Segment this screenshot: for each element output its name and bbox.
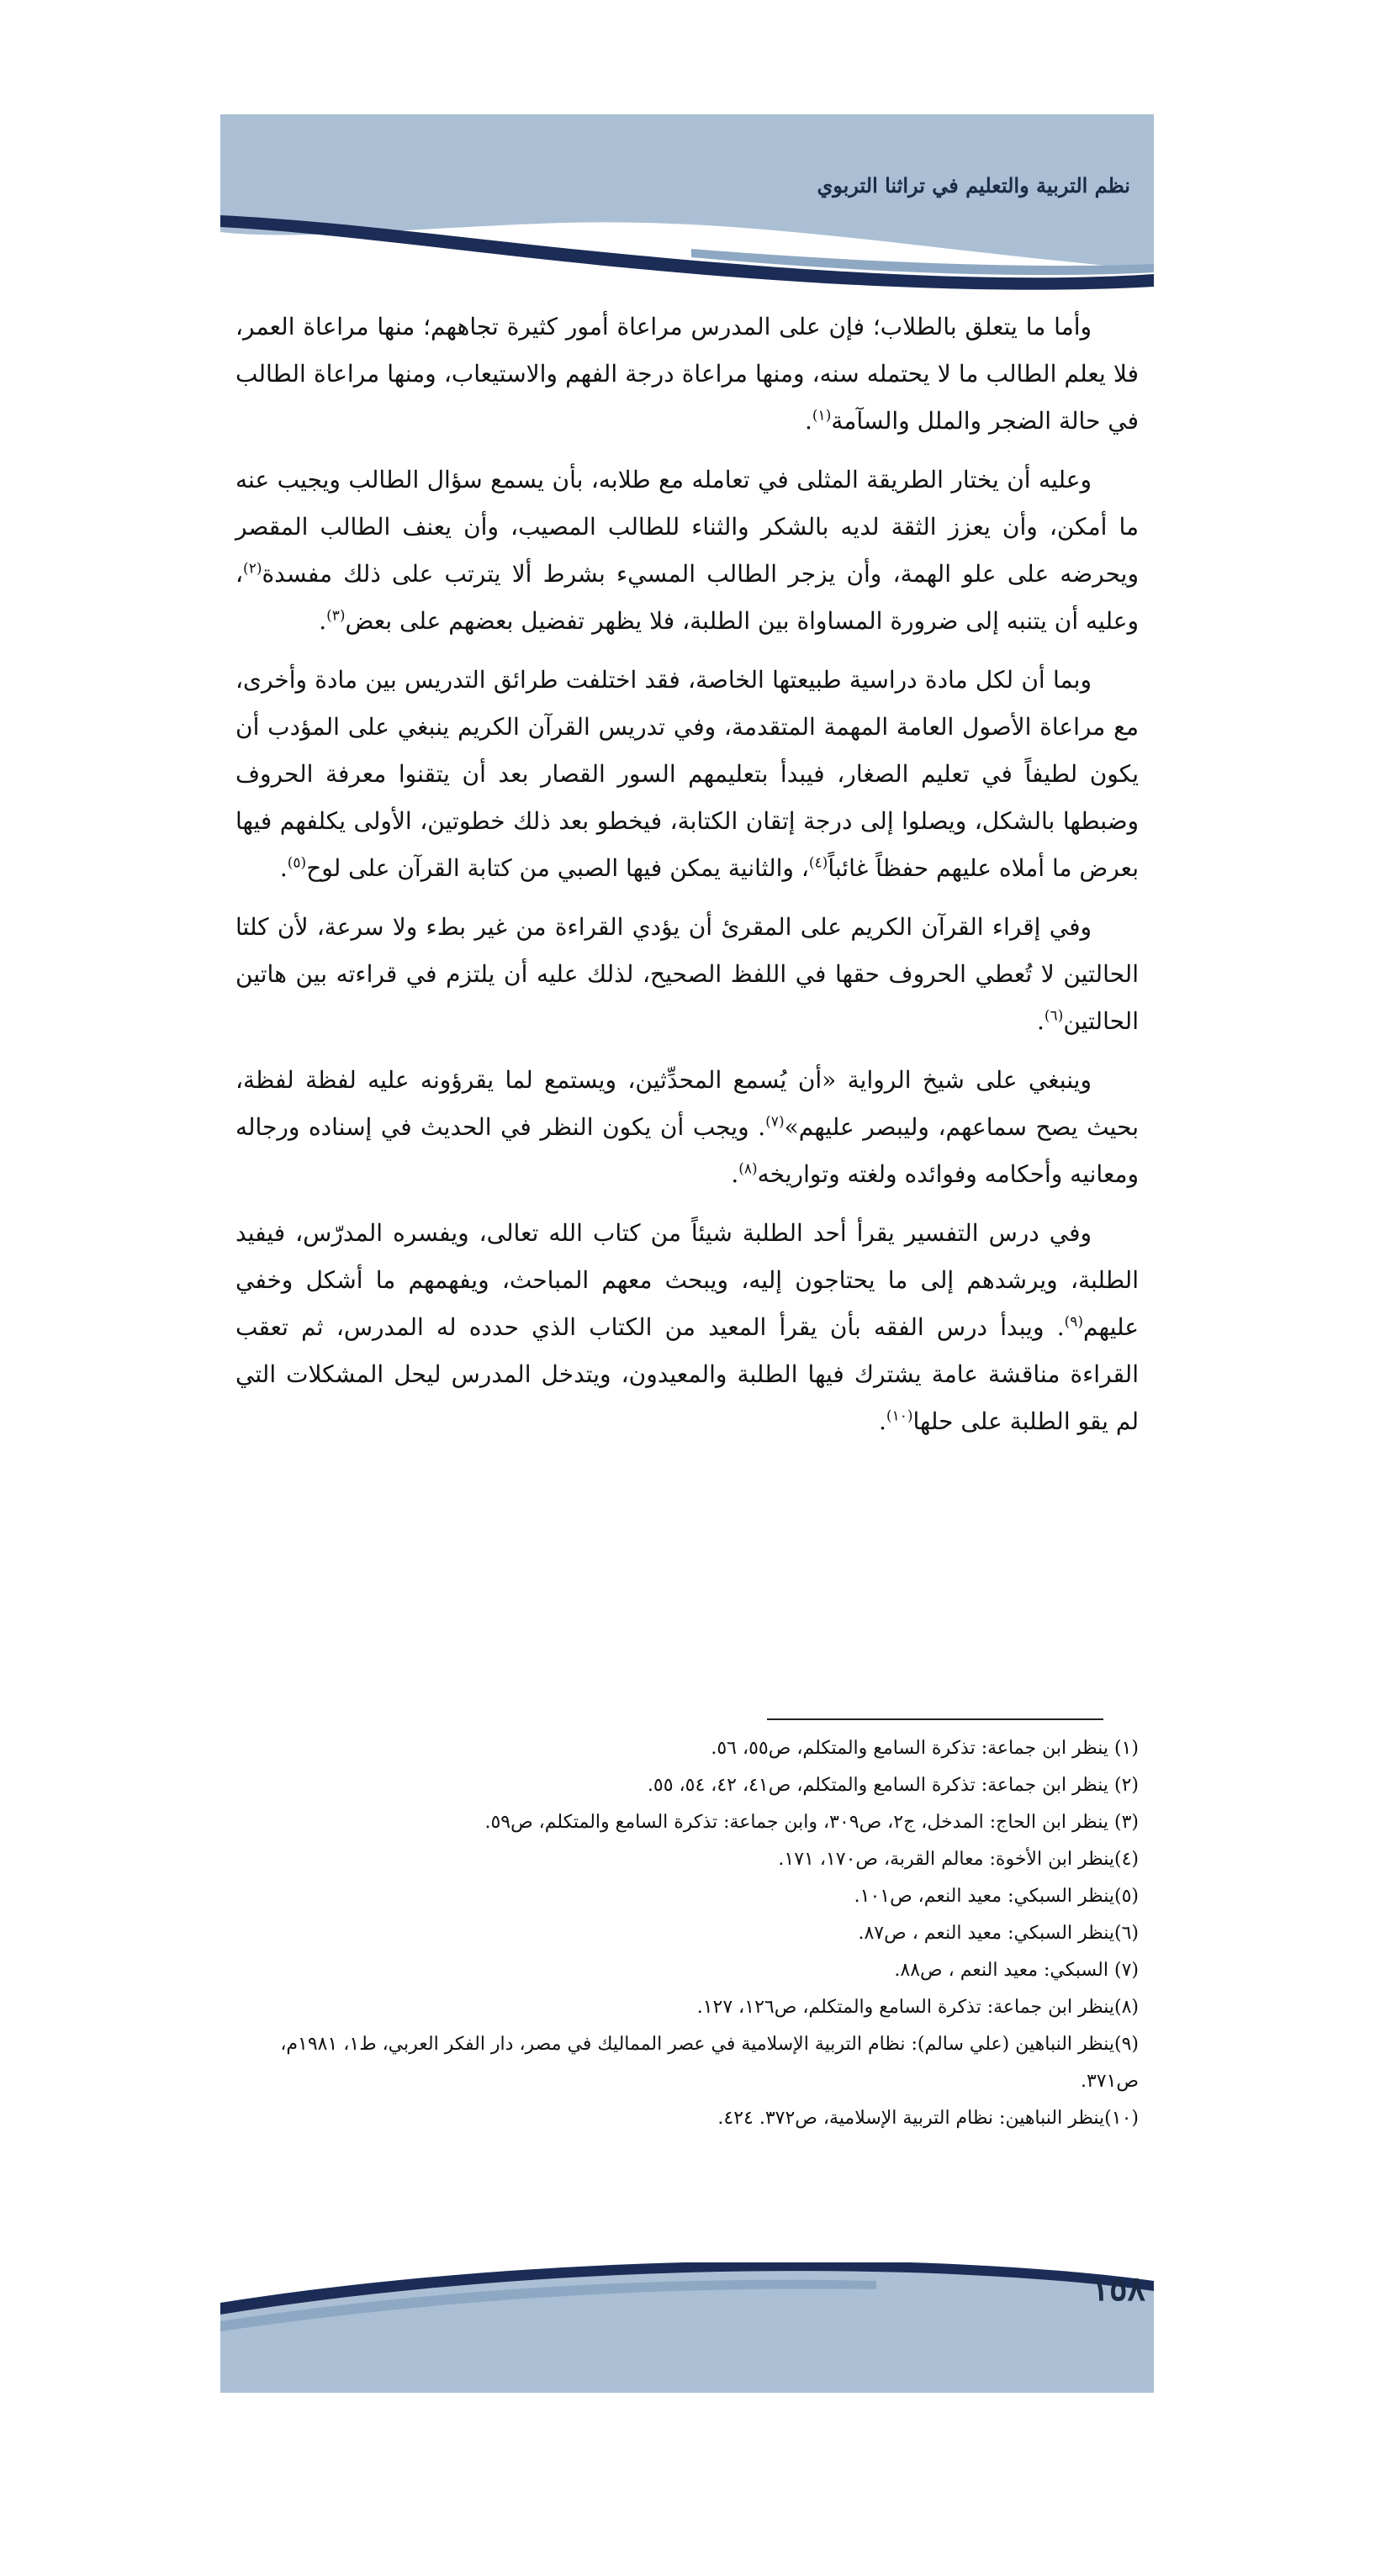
paragraph: وبما أن لكل مادة دراسية طبيعتها الخاصة، فقد اختلفت طرائق التدريس بين مادة وأخرى، مع مراعاة الأصول العامة المهمة المتقدمة، وفي تدريس القرآن الكريم ينبغي على المؤدب أن يكون لطيفاً في تعليم الصغار، فيبدأ بتعليمهم السور القصار بعد أن يتقنوا معرفة الحروف وضبطها بالشكل، ويصلوا إلى درجة إتقان الكتابة، فيخطو بعد ذلك خطوتين، الأولى يكلفهم فيها بعرض ما أملاه عليهم حفظاً غائباً$^{(٤)}$، والثانية يمكن فيها الصبي من كتابة القرآن على لوح$^{(٥)}$. [235, 666, 1139, 882]
running-header-title: نظم التربية والتعليم في تراثنا التربوي [817, 173, 1130, 198]
footnote-ref[interactable]: (١٠) [886, 1407, 913, 1425]
footnote: (٦)ينظر السبكي: معيد النعم ، ص٨٧. [858, 1923, 1139, 1944]
paragraph: وفي درس التفسير يقرأ أحد الطلبة شيئاً من كتاب الله تعالى، ويفسره المدرّس، فيفيد الطلبة، ويرشدهم إلى ما يحتاجون إليه، ويبحث معهم المباحث، ويفهمهم ما أشكل وخفي عليهم$^{(٩)}$. ويبدأ درس الفقه بأن يقرأ المعيد من الكتاب الذي حدده له المدرس، ثم تعقب القراءة مناقشة عامة يشترك فيها الطلبة والمعيدون، ويتدخل المدرس ليحل المشكلات التي لم يقو الطلبة على حلها$^{(١٠)}$. [235, 1219, 1139, 1435]
footnote: (٢) ينظر ابن جماعة: تذكرة السامع والمتكلم، ص٤١، ٤٢، ٥٤، ٥٥. [647, 1775, 1139, 1796]
footnote: (١) ينظر ابن جماعة: تذكرة السامع والمتكلم، ص٥٥، ٥٦. [711, 1738, 1139, 1759]
footnote: (١٠)ينظر النباهين: نظام التربية الإسلامية، ص٣٧٢. ٤٢٤. [717, 2108, 1139, 2129]
header-band [220, 114, 1154, 291]
page [220, 114, 1154, 2393]
footnote-separator [767, 1718, 1103, 1720]
footnote-ref[interactable]: (٣) [326, 607, 346, 625]
paragraph: وعليه أن يختار الطريقة المثلى في تعامله مع طلابه، بأن يسمع سؤال الطالب ويجيب عنه ما أمكن، وأن يعزز الثقة لديه بالشكر والثناء للطالب المصيب، وأن يعنف الطالب المقصر ويحرضه على علو الهمة، وأن يزجر الطالب المسيء بشرط ألا يترتب على ذلك مفسدة$^{(٢)}$، وعليه أن يتنبه إلى ضرورة المساواة بين الطلبة، فلا يظهر تفضيل بعضهم على بعض$^{(٣)}$. [235, 466, 1140, 635]
page-number: ١٥٨ [1091, 2269, 1145, 2309]
paragraph: وأما ما يتعلق بالطلاب؛ فإن على المدرس مراعاة أمور كثيرة تجاههم؛ منها مراعاة العمر، فلا يعلم الطالب ما لا يحتمله سنه، ومنها مراعاة درجة الفهم والاستيعاب، ومنها مراعاة الطالب في حالة الضجر والملل والسآمة$^{(١)}$. [235, 313, 1139, 435]
footnote-ref[interactable]: (٨) [738, 1160, 758, 1178]
footnote-ref[interactable]: (٦) [1044, 1007, 1064, 1025]
paragraph: وفي إقراء القرآن الكريم على المقرئ أن يؤدي القراءة من غير بطء ولا سرعة، لأن كلتا الحالتين لا تُعطي الحروف حقها في اللفظ الصحيح، لذلك عليه أن يلتزم في قراءته بين هاتين الحالتين$^{(٦)}$. [235, 913, 1139, 1035]
footnote-ref[interactable]: (٩) [1064, 1313, 1084, 1331]
footer-band [220, 2262, 1154, 2393]
footnote: (٩)ينظر النباهين (علي سالم): نظام التربية الإسلامية في عصر المماليك في مصر، دار الفكر العربي، ط١، ١٩٨١م، ص٣٧١. [280, 2034, 1139, 2092]
body-text [235, 304, 1139, 1457]
footnote-ref[interactable]: (٧) [765, 1113, 785, 1131]
footer-wave-decoration [220, 2262, 1154, 2393]
footnote-ref[interactable]: (٤) [808, 854, 828, 872]
footnote-ref[interactable]: (٢) [243, 560, 262, 578]
footnote: (٣) ينظر ابن الحاج: المدخل، ج٢، ص٣٠٩، وابن جماعة: تذكرة السامع والمتكلم، ص٥٩. [484, 1812, 1139, 1833]
footnote: (٤)ينظر ابن الأخوة: معالم القربة، ص١٧٠، ١٧١. [778, 1849, 1139, 1870]
footnote: (٨)ينظر ابن جماعة: تذكرة السامع والمتكلم، ص١٢٦، ١٢٧. [696, 1997, 1139, 2018]
footnote: (٧) السبكي: معيد النعم ، ص٨٨. [894, 1960, 1139, 1981]
paragraph: وينبغي على شيخ الرواية «أن يُسمع المحدِّثين، ويستمع لما يقرؤونه عليه لفظة لفظة، بحيث يصح سماعهم، وليبصر عليهم»$^{(٧)}$. ويجب أن يكون النظر في الحديث في إسناده ورجاله ومعانيه وأحكامه وفوائده ولغته وتواريخه$^{(٨)}$. [235, 1066, 1139, 1188]
header-wave-decoration [220, 114, 1154, 291]
footnote-ref[interactable]: (٥) [287, 854, 307, 872]
footnotes [235, 1730, 1139, 2137]
footnote: (٥)ينظر السبكي: معيد النعم، ص١٠١. [854, 1886, 1139, 1907]
footnote-ref[interactable]: (١) [812, 407, 832, 425]
